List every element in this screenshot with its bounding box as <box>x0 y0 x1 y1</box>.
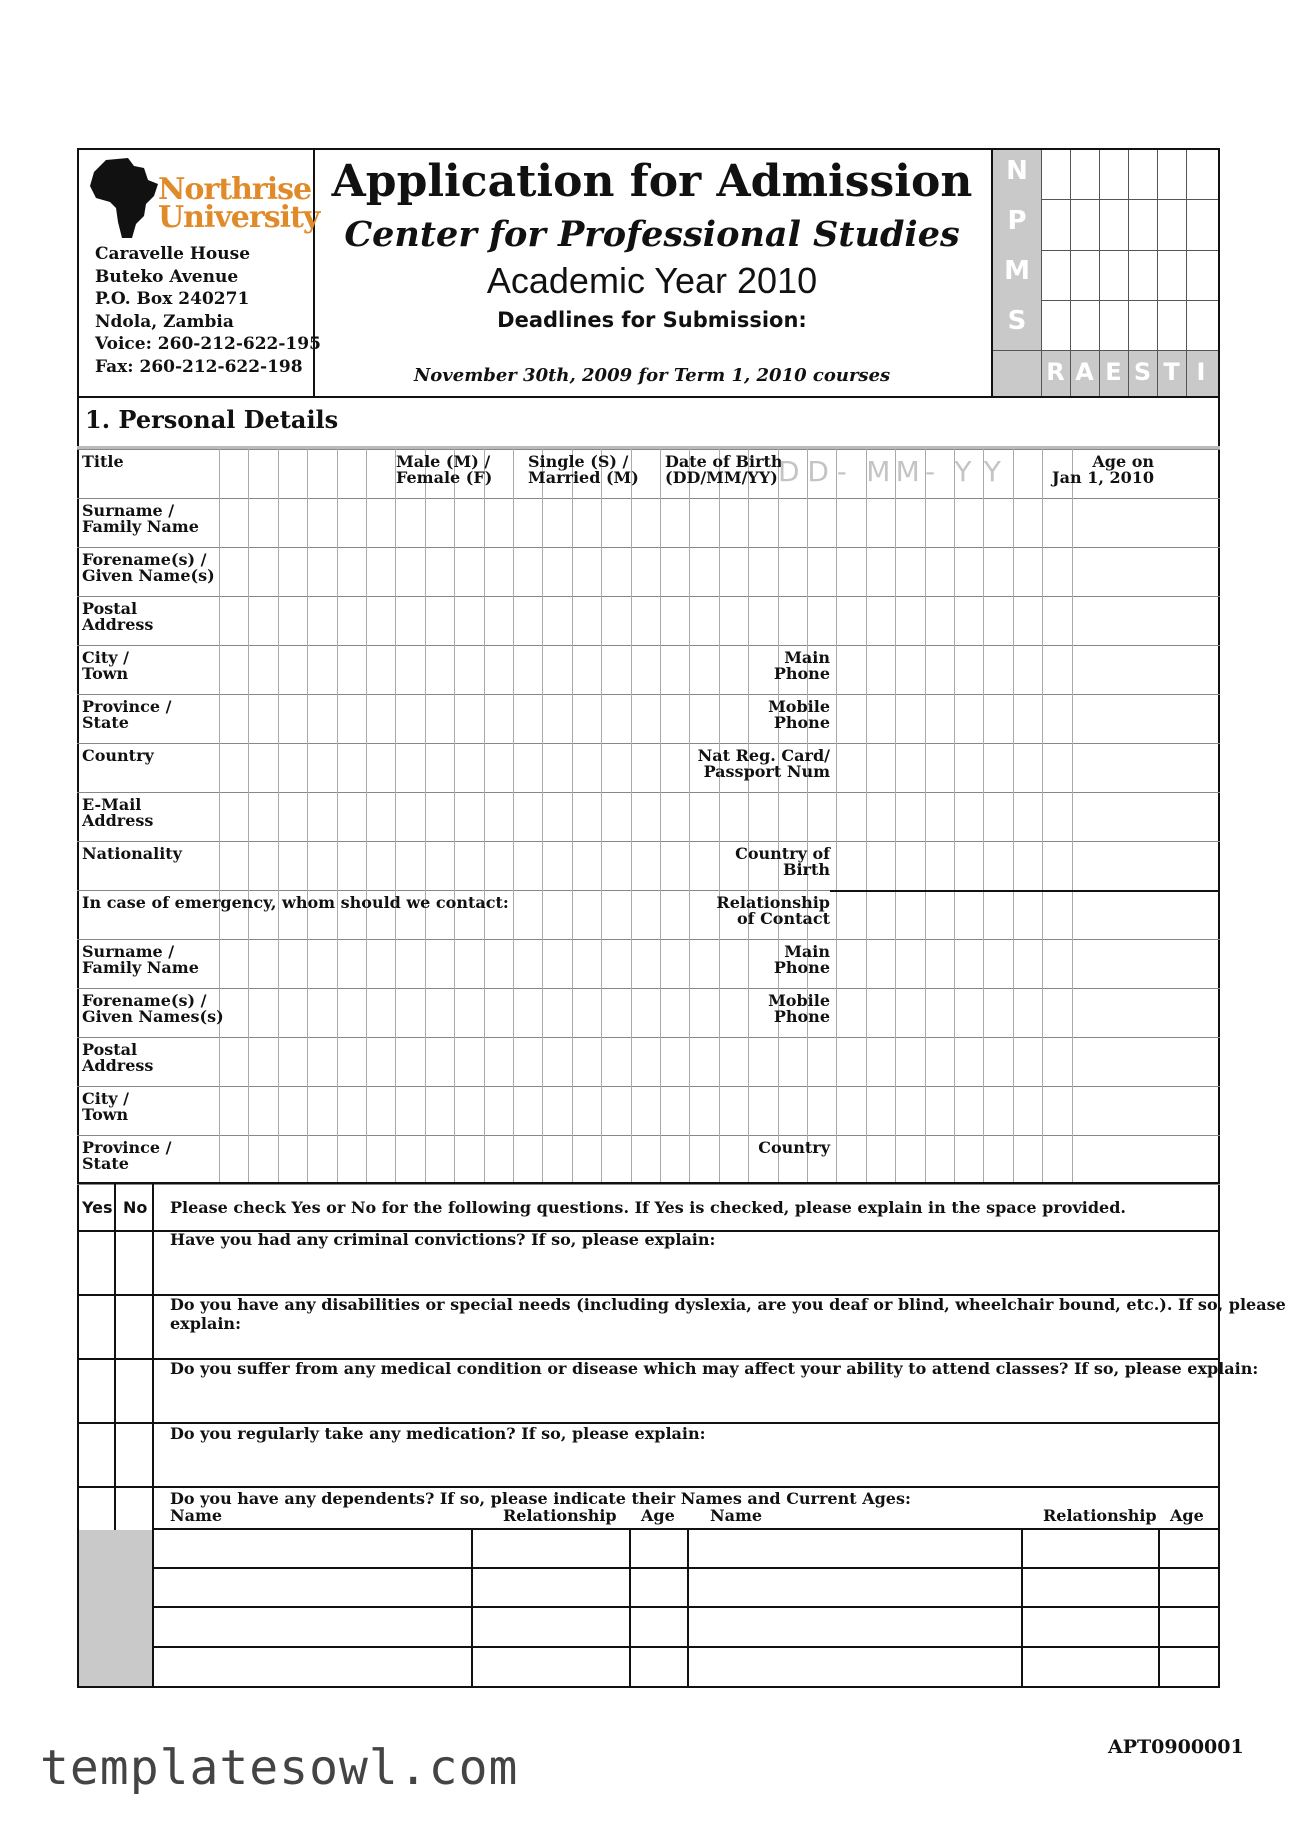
label-e-city: City / Town <box>82 1089 129 1124</box>
dob-placeholder-char: - <box>836 455 847 488</box>
office-code-row-s: S <box>1007 306 1027 336</box>
office-code-row-p: P <box>1007 206 1027 236</box>
label-surname: Surname / Family Name <box>82 501 199 536</box>
address-line: Voice: 260-212-622-195 <box>95 334 321 354</box>
africa-logo-icon <box>88 158 160 244</box>
label-main-phone: Main Phone <box>773 648 830 683</box>
dob-placeholder-char: - <box>925 455 936 488</box>
office-code-col-a: A <box>1075 358 1094 386</box>
yes-checkbox-column[interactable] <box>79 1232 114 1528</box>
dep-col-name: Name <box>170 1506 223 1525</box>
office-code-grid <box>993 150 1218 396</box>
question-instruction: Please check Yes or No for the following questions. If Yes is checked, please explain in the space provided. <box>170 1198 1126 1217</box>
shaded-cell <box>79 1530 152 1686</box>
label-relationship: Relationship of Contact <box>716 893 830 928</box>
no-checkbox-column[interactable] <box>116 1232 152 1528</box>
dob-placeholder-char: Y <box>983 455 1001 488</box>
subtitle: Center for Professional Studies <box>344 214 960 255</box>
address-line: P.O. Box 240271 <box>95 289 250 309</box>
dob-placeholder-char: D <box>778 455 800 488</box>
label-age: Age on Jan 1, 2010 <box>1052 452 1154 487</box>
address-line: Caravelle House <box>95 244 251 264</box>
office-code-row-m: M <box>1004 256 1030 286</box>
office-code-row-n: N <box>1006 156 1028 186</box>
label-country-birth: Country of Birth <box>735 844 830 879</box>
label-e-surname: Surname / Family Name <box>82 942 199 977</box>
section-heading: 1. Personal Details <box>85 405 339 434</box>
question-medical: Do you suffer from any medical condition or disease which may affect your ability to attend classes? If so, please explain: <box>170 1359 1259 1378</box>
dep-col-age: Age <box>641 1506 675 1525</box>
label-email: E-Mail Address <box>82 795 154 830</box>
label-mobile: Mobile Phone <box>768 697 830 732</box>
no-header: No <box>123 1198 148 1217</box>
address-line: Fax: 260-212-622-198 <box>95 356 303 377</box>
dep-col-name-2: Name <box>710 1506 763 1525</box>
question-criminal: Have you had any criminal convictions? If so, please explain: <box>170 1230 716 1249</box>
label-forenames: Forename(s) / Given Name(s) <box>82 550 215 585</box>
office-code-col-r: R <box>1046 358 1065 386</box>
deadline-text: November 30th, 2009 for Term 1, 2010 courses <box>413 365 891 386</box>
label-gender: Male (M) / Female (F) <box>396 452 493 487</box>
label-e-postal: Postal Address <box>82 1040 154 1075</box>
dob-placeholder-char: M <box>895 455 920 488</box>
watermark: templatesowl.com <box>40 1740 519 1796</box>
label-postal: Postal Address <box>82 599 154 634</box>
label-country: Country <box>82 746 154 765</box>
office-code-col-e: E <box>1105 358 1122 386</box>
label-city: City / Town <box>82 648 129 683</box>
label-e-mobile: Mobile Phone <box>768 991 830 1026</box>
dep-col-age-2: Age <box>1170 1506 1204 1525</box>
office-code-col-s: S <box>1133 358 1152 386</box>
office-code-col-i: I <box>1196 358 1206 386</box>
question-dependents: Do you have any dependents? If so, please indicate their Names and Current Ages: <box>170 1489 911 1508</box>
label-e-forenames: Forename(s) / Given Names(s) <box>82 991 224 1026</box>
yes-header: Yes <box>82 1198 113 1217</box>
question-disabilities: Do you have any disabilities or special needs (including dyslexia, are you deaf or blind, wheelchair bound, etc.). If so, please explain: <box>170 1295 1286 1333</box>
label-province: Province / State <box>82 697 172 732</box>
label-title: Title <box>82 452 124 471</box>
label-dob: Date of Birth (DD/MM/YY) <box>665 452 783 487</box>
label-e-country: Country <box>758 1138 830 1157</box>
dep-col-relationship-2: Relationship <box>1043 1506 1157 1525</box>
label-natreg: Nat Reg. Card/ Passport Num <box>697 746 830 781</box>
dependents-table[interactable] <box>154 1530 1218 1686</box>
form-code: APT0900001 <box>1108 1736 1244 1758</box>
dob-placeholder-char: Y <box>954 455 972 488</box>
label-emergency: In case of emergency, whom should we contact: <box>82 893 509 912</box>
label-e-main-phone: Main Phone <box>773 942 830 977</box>
dep-col-relationship: Relationship <box>503 1506 617 1525</box>
org-address <box>95 243 321 378</box>
address-line: Ndola, Zambia <box>95 311 234 332</box>
label-e-province: Province / State <box>82 1138 172 1173</box>
label-nationality: Nationality <box>82 844 182 863</box>
page-title: Application for Admission <box>331 156 973 207</box>
deadlines-label: Deadlines for Submission: <box>497 308 807 332</box>
office-code-col-t: T <box>1163 358 1180 386</box>
address-line: Buteko Avenue <box>95 266 239 287</box>
dob-placeholder-char: M <box>866 455 891 488</box>
dob-placeholder-char: D <box>807 455 829 488</box>
question-medication: Do you regularly take any medication? If so, please explain: <box>170 1424 706 1443</box>
label-marital: Single (S) / Married (M) <box>528 452 639 487</box>
logo-text: Northrise University <box>158 172 320 235</box>
academic-year: Academic Year 2010 <box>486 260 818 301</box>
